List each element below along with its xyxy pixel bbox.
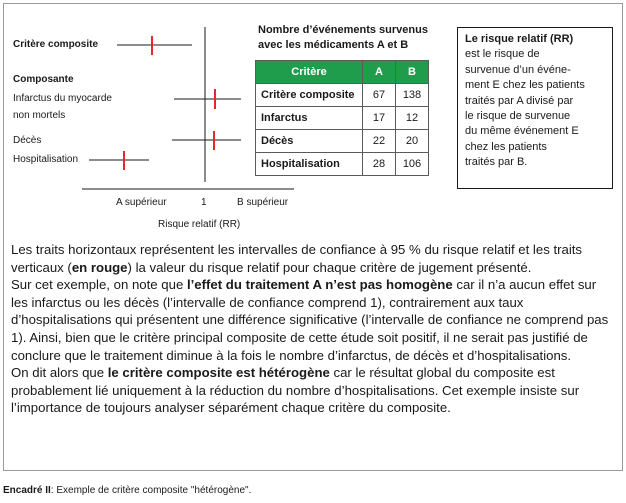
label-infarctus-2: non mortels bbox=[13, 110, 66, 121]
cell-a: 67 bbox=[363, 84, 396, 107]
rr-box-line: le risque de survenue bbox=[465, 110, 571, 123]
col-header-criterion: Critère bbox=[256, 61, 363, 84]
cell-criterion: Décès bbox=[256, 130, 363, 153]
p1-text: Les traits horizontaux représentent les intervalles de confiance à 95 % du risque relatif et les traits verticaux ( bbox=[11, 242, 583, 275]
label-component-heading: Composante bbox=[13, 74, 74, 85]
cell-criterion: Critère composite bbox=[256, 84, 363, 107]
events-table-title: Nombre d’événements survenus avec les médicaments A et B bbox=[258, 24, 428, 51]
label-composite: Critère composite bbox=[13, 39, 99, 50]
axis-label-center: 1 bbox=[201, 197, 207, 208]
table-row bbox=[256, 107, 429, 130]
rr-box-line: du même événement E bbox=[465, 125, 579, 138]
axis-label-right: B supérieur bbox=[237, 197, 289, 208]
table-header-row bbox=[256, 61, 429, 84]
axis-label-left: A supérieur bbox=[116, 197, 167, 208]
caption-label: Encadré II bbox=[3, 485, 51, 496]
label-hospitalisation: Hospitalisation bbox=[13, 154, 79, 165]
rr-box-line: ment E chez les patients bbox=[465, 79, 585, 92]
rr-definition-box bbox=[457, 27, 613, 189]
caption-text: : Exemple de critère composite "hétérogène". bbox=[50, 485, 252, 496]
p1-emphasis: en rouge bbox=[71, 259, 128, 275]
cell-a: 22 bbox=[363, 130, 396, 153]
cell-a: 28 bbox=[363, 153, 396, 176]
label-infarctus-1: Infarctus du myocarde bbox=[13, 93, 112, 104]
rr-box-line: survenue d’un événe- bbox=[465, 63, 571, 76]
p3-text-end: car le résultat global du composite est probablement lié uniquement à la réduction du nombre d’hospitalisations. Cet exemple insiste sur l’importance de toujours analyser séparément chaque critère du composite. bbox=[11, 365, 580, 416]
rr-box-title: Le risque relatif (RR) bbox=[465, 33, 574, 45]
rr-box-line: est le risque de bbox=[465, 48, 540, 61]
cell-b: 20 bbox=[396, 130, 429, 153]
axis-title: Risque relatif (RR) bbox=[158, 219, 241, 230]
p2-emphasis: l’effet du traitement A n’est pas homogène bbox=[186, 277, 453, 293]
p2-text-end: car il n’a aucun effet sur les infarctus ou les décès (l’intervalle de confiance comprend 1), contrairement aux taux d’hospitalisations qui présentent une différence significative (l’intervalle de confiance ne comprend pas 1). Ainsi, bien que le critère principal composite de cette étude soit positif, il ne serait pas justifié de conclure que le traitement diminue à la fois le nombre d’infarctus, de décès et d’hospitalisations. bbox=[11, 277, 609, 363]
p3-text: On dit alors que bbox=[11, 365, 108, 381]
rr-box-line: traités par A divisé par bbox=[465, 94, 574, 107]
cell-b: 12 bbox=[396, 107, 429, 130]
cell-b: 106 bbox=[396, 153, 429, 176]
cell-criterion: Infarctus bbox=[256, 107, 363, 130]
p3-emphasis: le critère composite est hétérogène bbox=[107, 365, 330, 381]
label-deces: Décès bbox=[13, 135, 42, 146]
col-header-b: B bbox=[396, 61, 429, 84]
cell-a: 17 bbox=[363, 107, 396, 130]
table-row bbox=[256, 153, 429, 176]
rr-box-line: chez les patients bbox=[465, 140, 547, 153]
cell-criterion: Hospitalisation bbox=[256, 153, 363, 176]
table-row bbox=[256, 130, 429, 153]
cell-b: 138 bbox=[396, 84, 429, 107]
col-header-a: A bbox=[363, 61, 396, 84]
rr-box-line: traités par B. bbox=[465, 156, 528, 169]
figure-caption bbox=[3, 485, 251, 496]
p2-text: Sur cet exemple, on note que bbox=[11, 277, 187, 293]
events-table bbox=[255, 60, 429, 176]
explanation-text bbox=[11, 241, 615, 417]
table-row bbox=[256, 84, 429, 107]
p1-text-end: ) la valeur du risque relatif pour chaque critère de jugement présenté. bbox=[127, 259, 532, 275]
